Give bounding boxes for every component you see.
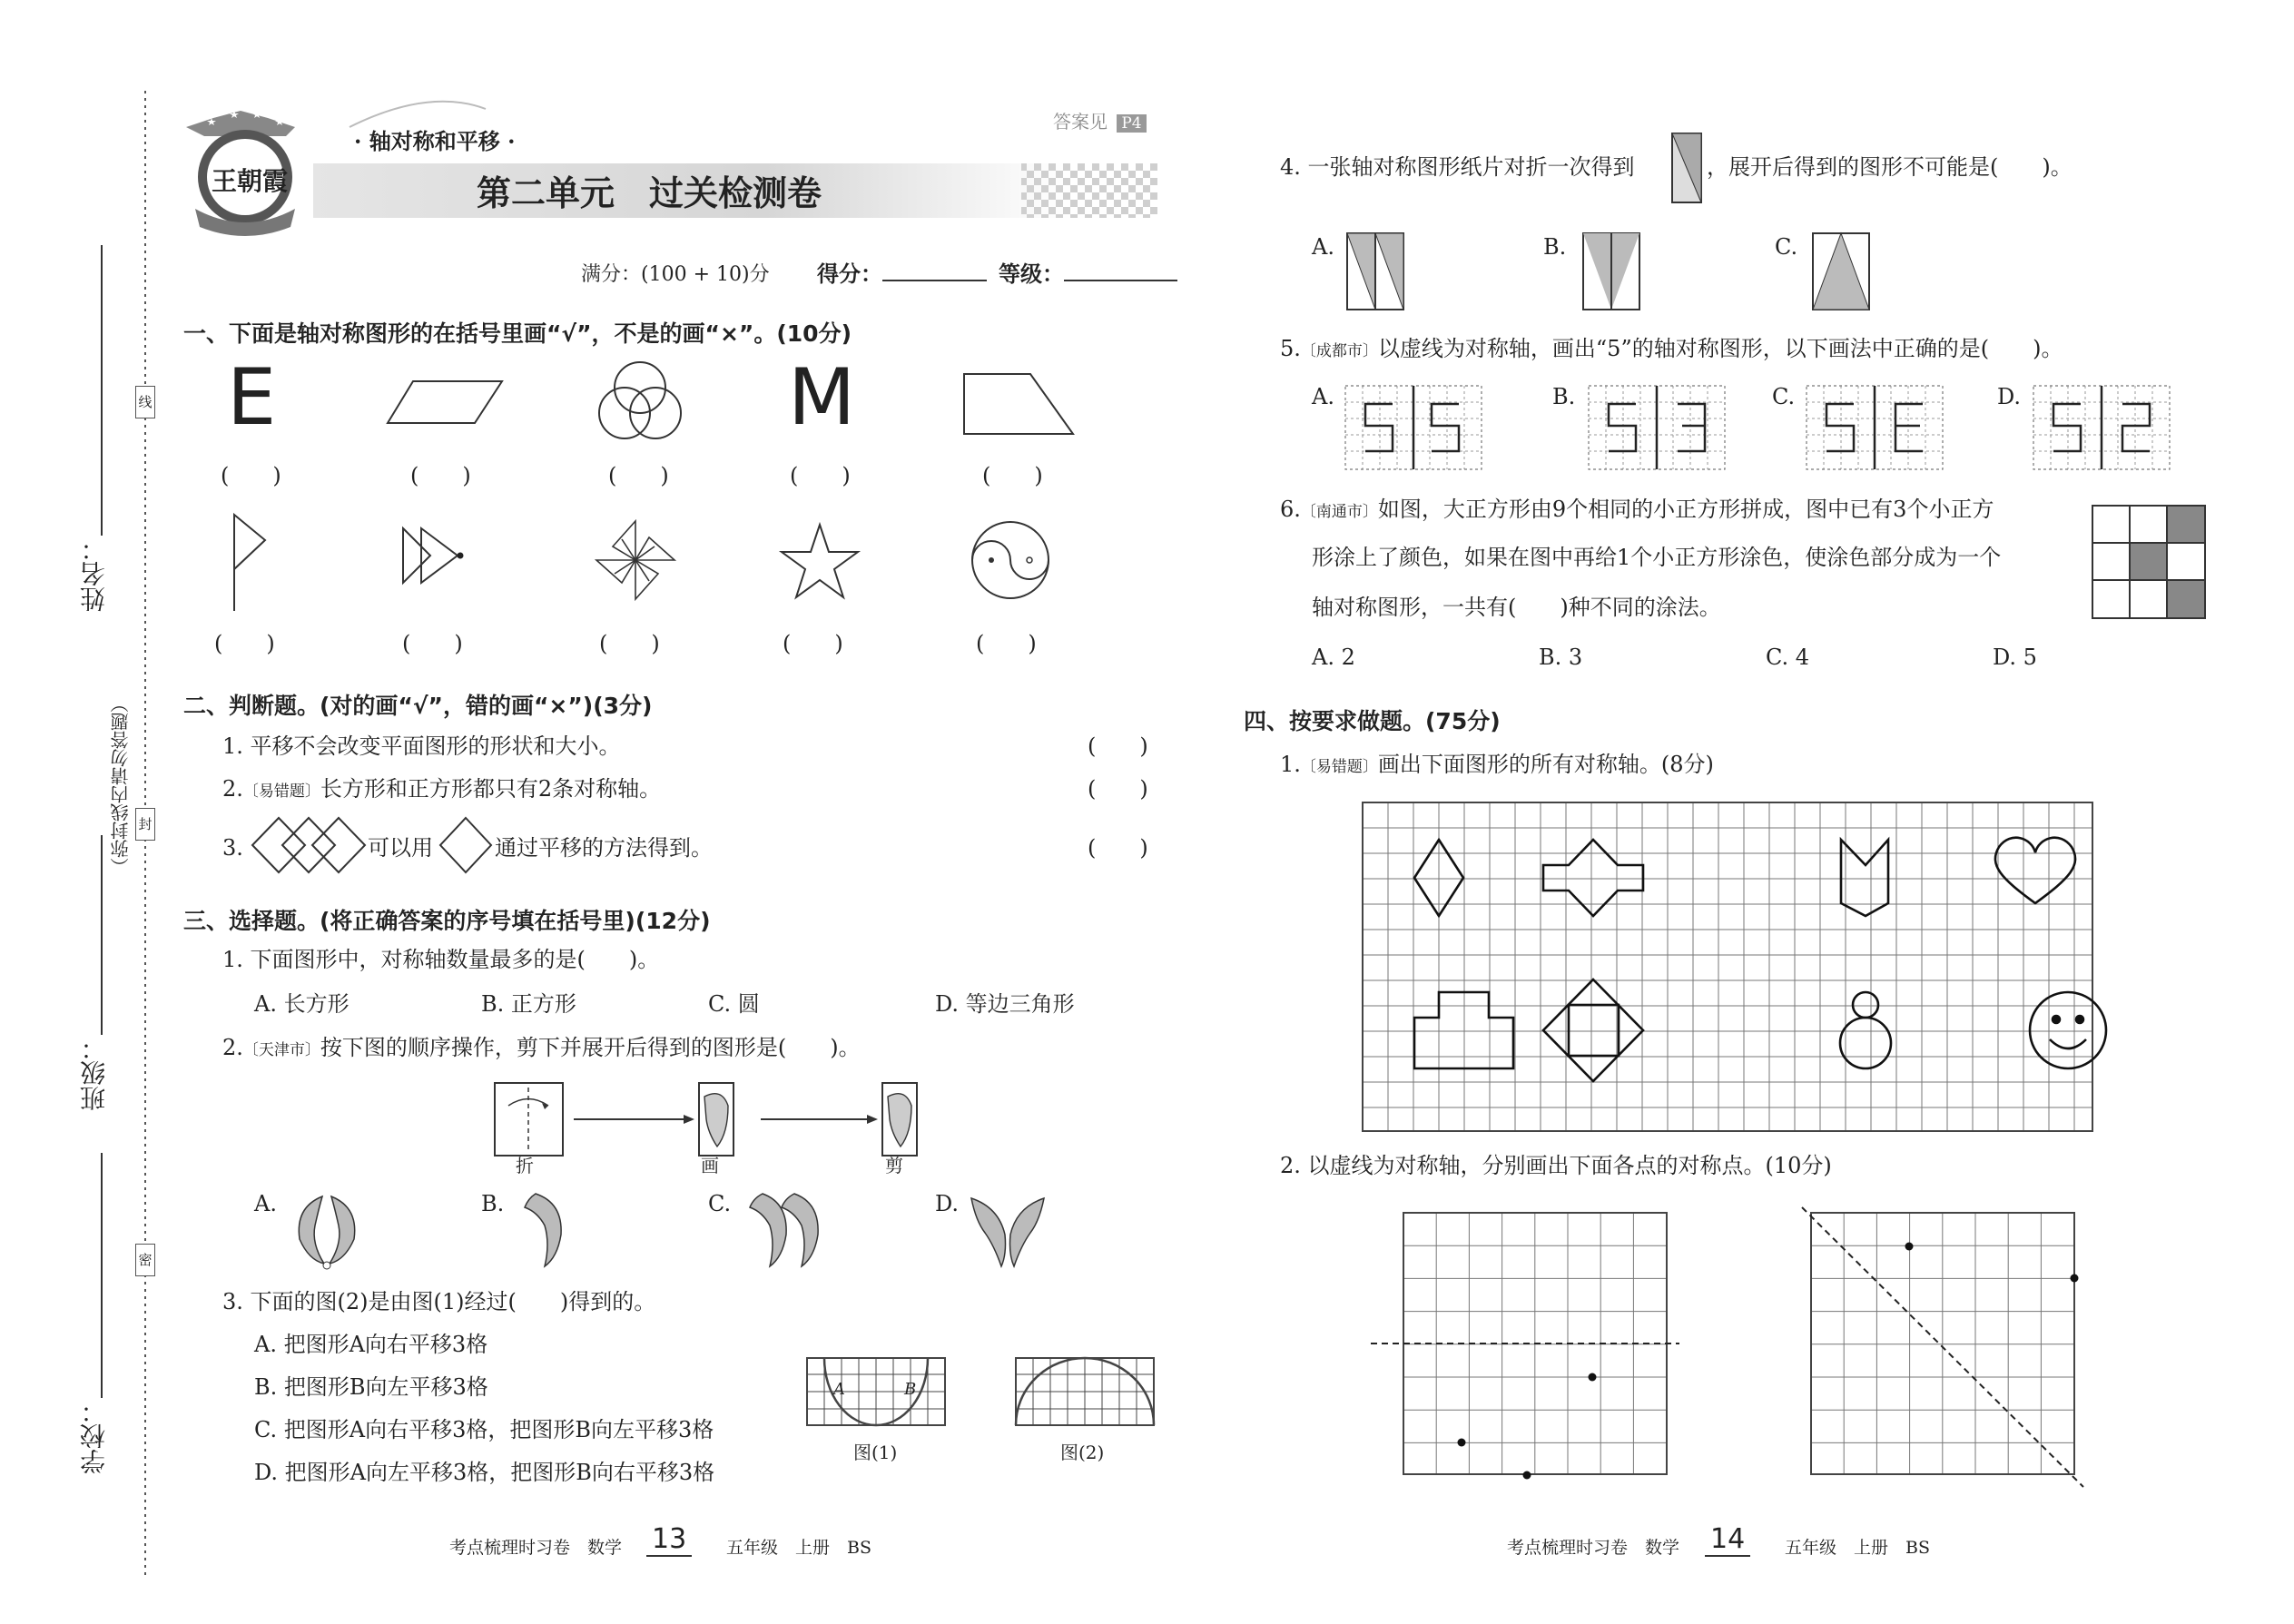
p3-q6-line1 (1280, 497, 1994, 523)
seal-mark-line: 线 (135, 386, 155, 418)
shape-pinwheel (595, 519, 676, 601)
class-label: 班级： (79, 1035, 109, 1111)
binding-strip (54, 91, 163, 1580)
shape-star (779, 522, 861, 604)
p1-bracket-4[interactable]: ( ) (790, 463, 851, 488)
fig1-caption: 图(1) (853, 1442, 898, 1463)
score-label-text: 得分： (817, 261, 882, 287)
q4-option-a-shape (1345, 231, 1405, 311)
p3-q1-d: D. 等边三角形 (935, 991, 1075, 1017)
p3-q6-d: D. 5 (1993, 645, 2037, 670)
p3-q6-tag: 〔南通市〕 (1300, 503, 1378, 521)
shape-yinyang (970, 519, 1051, 601)
p3-q5-opt-c: C. (1772, 384, 1796, 409)
shape-three-circles (595, 359, 685, 445)
grade-label (999, 261, 1177, 288)
p3-q5-num: 5. (1280, 336, 1301, 361)
p4-q1-text: 画出下面图形的所有对称轴。(8分) (1377, 752, 1714, 777)
p3-q2-opt-a: A. (254, 1191, 277, 1216)
p3-q2-opt-b: B. (481, 1191, 505, 1216)
shape-letter-e: E (227, 352, 277, 443)
p3-q4-opt-a: A. (1312, 234, 1334, 260)
p4-q1-tag: 〔易错题〕 (1300, 758, 1378, 776)
grid-shape-big-circle (1840, 1018, 1891, 1068)
footer-left-book: 考点梳理时习卷 数学 (449, 1538, 623, 1558)
p4-q1-drawing-grid[interactable] (1362, 802, 2093, 1132)
p2-q3-bracket[interactable]: ( ) (1088, 835, 1148, 861)
p3-q2-tag: 〔天津市〕 (242, 1041, 320, 1059)
p3-q2-opt-d: D. (935, 1191, 960, 1216)
footer-left-grade: 五年级 上册 BS (726, 1538, 871, 1558)
shape-fish (401, 527, 474, 586)
grade-label-text: 等级： (999, 261, 1064, 287)
p3-q1-b: B. 正方形 (481, 991, 576, 1017)
p3-q1-c: C. 圆 (708, 991, 760, 1017)
footer-right-page: 14 (1705, 1523, 1750, 1557)
p3-q4-opt-b: B. (1543, 234, 1567, 260)
p3-q2-text: 按下图的顺序操作，剪下并展开后得到的图形是( )。 (320, 1035, 861, 1060)
p3-q3-a: A. 把图形A向右平移3格 (254, 1332, 488, 1357)
q5-option-d-grid (2033, 386, 2170, 469)
full-score: 满分：(100 + 10)分 (581, 263, 770, 286)
subject-tag: · 轴对称和平移 · (354, 128, 516, 154)
seal-mark-seal: 封 (135, 808, 155, 841)
footer-left-page: 13 (646, 1523, 692, 1557)
p1-bracket-1[interactable]: ( ) (221, 463, 281, 488)
p3-q3: 3. 下面的图(2)是由图(1)经过( )得到的。 (222, 1289, 656, 1314)
p3-q1-a: A. 长方形 (254, 991, 350, 1017)
fig1-grid (806, 1357, 947, 1427)
answer-page-badge: P4 (1117, 114, 1146, 133)
p2-q1: 1. 平移不会改变平面图形的形状和大小。 (222, 733, 621, 759)
p3-q6-text1: 如图，大正方形由9个相同的小正方形拼成，图中已有3个小正方 (1377, 497, 1994, 522)
grid-shape-small-circle (1853, 992, 1878, 1018)
p3-q3-d: D. 把图形A向左平移3格，把图形B向右平移3格 (254, 1460, 715, 1485)
part1-title: 一、下面是轴对称图形的在括号里画“√”，不是的画“×”。(10分) (183, 320, 852, 347)
dolphin-option-c (744, 1189, 826, 1271)
p1-bracket-6[interactable]: ( ) (214, 631, 275, 656)
fig2-grid (1015, 1357, 1156, 1427)
p4-q2: 2. 以虚线为对称轴，分别画出下面各点的对称点。(10分) (1280, 1153, 1832, 1178)
p3-q6-line3: 轴对称图形，一共有( )种不同的涂法。 (1312, 595, 1721, 620)
p3-q6-b: B. 3 (1539, 645, 1583, 670)
p4-q1-num: 1. (1280, 752, 1301, 777)
p3-q5 (1280, 336, 2063, 362)
part4-title: 四、按要求做题。(75分) (1244, 708, 1501, 734)
p1-bracket-3[interactable]: ( ) (608, 463, 669, 488)
p3-q1: 1. 下面图形中，对称轴数量最多的是( )。 (222, 947, 660, 972)
p3-q2-num: 2. (222, 1035, 243, 1060)
answer-ref-label: 答案见 (1053, 111, 1108, 133)
step-cut: 剪 (885, 1155, 903, 1176)
p2-q2-tag: 〔易错题〕 (242, 782, 320, 801)
fig1-label-b: B (904, 1380, 917, 1399)
p2-q2-num: 2. (222, 776, 243, 802)
p3-q4-end: ，展开后得到的图形不可能是( )。 (1707, 154, 2072, 180)
step-fold: 折 (516, 1155, 534, 1176)
p3-q5-tag: 〔成都市〕 (1300, 342, 1378, 360)
p2-q2-text: 长方形和正方形都只有2条对称轴。 (320, 776, 662, 802)
p2-q3-three-diamonds (250, 815, 368, 875)
grid-shape-heart (1995, 838, 2075, 903)
q6-nine-square-grid (2091, 504, 2207, 620)
p3-q4-folded-paper (1670, 132, 1703, 204)
part2-title: 二、判断题。(对的画“√”，错的画“×”)(3分) (183, 693, 653, 719)
p2-q3-mid: 可以用 (368, 835, 433, 861)
q5-option-b-grid (1589, 386, 1725, 469)
p2-q1-bracket[interactable]: ( ) (1088, 733, 1148, 759)
p1-bracket-9[interactable]: ( ) (783, 631, 843, 656)
p4-q2-left-grid[interactable] (1371, 1212, 1679, 1484)
grid-shape-inner-square (1569, 1005, 1619, 1056)
shape-parallelogram (386, 379, 504, 425)
part3-title: 三、选择题。(将正确答案的序号填在括号里)(12分) (183, 908, 711, 934)
grid-shape-diamond (1543, 979, 1643, 1081)
header-banner (177, 91, 1157, 236)
p4-q1 (1280, 752, 1714, 778)
p3-q5-text: 以虚线为对称轴，画出“5”的轴对称图形，以下画法中正确的是( )。 (1377, 336, 2063, 361)
p2-q3-end: 通过平移的方法得到。 (495, 835, 713, 861)
p2-q2-bracket[interactable]: ( ) (1088, 776, 1148, 802)
answer-ref (1053, 107, 1147, 133)
shape-letter-m: M (788, 352, 856, 443)
p1-bracket-10[interactable]: ( ) (976, 631, 1037, 656)
q5-option-a-grid (1345, 386, 1482, 469)
dolphin-option-d (967, 1189, 1049, 1271)
grade-blank[interactable] (1064, 280, 1177, 281)
dolphin-option-b (517, 1189, 572, 1271)
p2-q2 (222, 776, 661, 802)
q4-option-c-shape (1811, 231, 1871, 311)
fig1-label-a: A (833, 1380, 845, 1399)
p1-bracket-5[interactable]: ( ) (982, 463, 1043, 488)
page-title: 第二单元 过关检测卷 (477, 173, 822, 213)
name-label: 姓名： (79, 536, 109, 612)
p3-q3-b: B. 把图形B向左平移3格 (254, 1374, 488, 1400)
logo-text: 王朝霞 (212, 166, 289, 196)
p3-q5-opt-a: A. (1312, 384, 1334, 409)
step-draw: 画 (701, 1155, 719, 1176)
dolphin-option-a (286, 1189, 368, 1271)
p2-q3-single-diamond (438, 815, 494, 875)
p2-q3-num: 3. (222, 835, 243, 861)
seal-notice: （弥封线内请勿答题） (110, 694, 132, 876)
footer-right-book: 考点梳理时习卷 数学 (1507, 1538, 1680, 1558)
p1-bracket-8[interactable]: ( ) (599, 631, 660, 656)
score-label (817, 261, 987, 288)
p3-q2 (222, 1035, 861, 1061)
p3-q6-a: A. 2 (1312, 645, 1355, 670)
fig2-caption: 图(2) (1060, 1442, 1105, 1463)
p1-bracket-7[interactable]: ( ) (402, 631, 463, 656)
p3-q5-opt-b: B. (1552, 384, 1576, 409)
p4-q2-right-grid[interactable] (1802, 1207, 2083, 1489)
score-blank[interactable] (882, 280, 987, 281)
p3-q6-num: 6. (1280, 497, 1301, 522)
seal-mark-secret: 密 (135, 1244, 155, 1276)
p3-q4: 4. 一张轴对称图形纸片对折一次得到 (1280, 154, 1635, 180)
school-label: 学校： (79, 1398, 109, 1474)
shape-trapezoid (962, 372, 1076, 436)
p3-q6-c: C. 4 (1766, 645, 1810, 670)
p3-q2-process-diagram (490, 1078, 926, 1160)
p3-q3-c: C. 把图形A向右平移3格，把图形B向左平移3格 (254, 1417, 714, 1442)
q5-option-c-grid (1807, 386, 1943, 469)
p1-bracket-2[interactable]: ( ) (410, 463, 471, 488)
p3-q6-line2: 形涂上了颜色，如果在图中再给1个小正方形涂色，使涂色部分成为一个 (1312, 545, 2002, 570)
q4-option-b-shape (1581, 231, 1641, 311)
p3-q2-opt-c: C. (708, 1191, 732, 1216)
footer-right-grade: 五年级 上册 BS (1785, 1538, 1930, 1558)
p3-q5-opt-d: D. (1997, 384, 2022, 409)
p3-q4-opt-c: C. (1775, 234, 1798, 260)
shape-flag (227, 513, 272, 613)
